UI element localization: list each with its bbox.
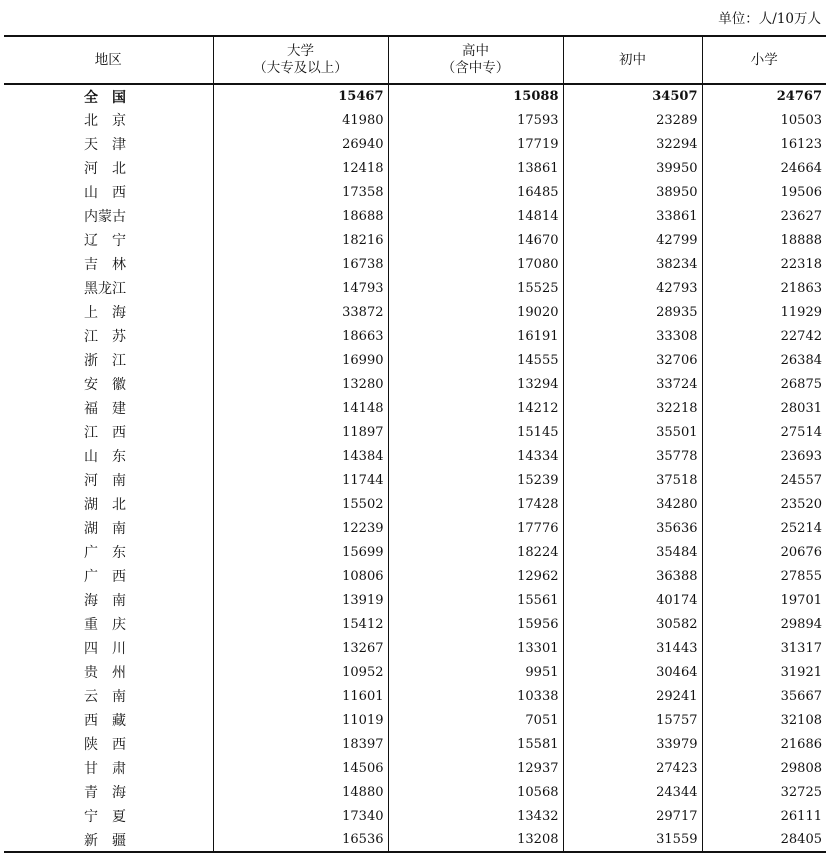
primary-cell: 22318 — [702, 252, 826, 276]
header-row — [4, 36, 826, 84]
junior-cell: 33724 — [563, 372, 702, 396]
college-cell: 11897 — [213, 420, 388, 444]
junior-cell: 33979 — [563, 732, 702, 756]
header-college-line2: （大专及以上） — [253, 60, 348, 76]
unit-label: 单位：人/10万人 — [718, 11, 821, 27]
table-row — [4, 756, 826, 780]
header-junior: 初中 — [563, 36, 702, 84]
table-row — [4, 804, 826, 828]
region-cell: 广 西 — [84, 569, 126, 585]
junior-cell: 37518 — [563, 468, 702, 492]
primary-cell: 29808 — [702, 756, 826, 780]
college-cell: 14506 — [213, 756, 388, 780]
region-cell: 陕 西 — [84, 737, 126, 753]
primary-cell: 19506 — [702, 180, 826, 204]
junior-cell: 42793 — [563, 276, 702, 300]
highschool-cell: 16485 — [388, 180, 563, 204]
table-row — [4, 372, 826, 396]
primary-cell: 26875 — [702, 372, 826, 396]
junior-cell: 35778 — [563, 444, 702, 468]
table-body — [4, 84, 826, 852]
region-cell: 内蒙古 — [84, 209, 126, 225]
college-cell: 33872 — [213, 300, 388, 324]
primary-cell: 26384 — [702, 348, 826, 372]
table-row — [4, 492, 826, 516]
primary-cell: 11929 — [702, 300, 826, 324]
junior-cell: 30582 — [563, 612, 702, 636]
college-cell: 26940 — [213, 132, 388, 156]
table-row — [4, 252, 826, 276]
primary-cell: 24557 — [702, 468, 826, 492]
primary-cell: 25214 — [702, 516, 826, 540]
header-highschool-line1: 高中 — [462, 43, 489, 59]
highschool-cell: 17776 — [388, 516, 563, 540]
region-cell: 甘 肃 — [84, 761, 126, 777]
junior-cell: 32294 — [563, 132, 702, 156]
highschool-cell: 13301 — [388, 636, 563, 660]
primary-cell: 20676 — [702, 540, 826, 564]
header-college-line1: 大学 — [287, 43, 314, 59]
primary-cell: 18888 — [702, 228, 826, 252]
highschool-cell: 13208 — [388, 828, 563, 852]
highschool-cell: 15145 — [388, 420, 563, 444]
highschool-cell: 10568 — [388, 780, 563, 804]
junior-cell: 33308 — [563, 324, 702, 348]
junior-cell: 38234 — [563, 252, 702, 276]
table-row — [4, 420, 826, 444]
junior-cell: 15757 — [563, 708, 702, 732]
college-cell: 11744 — [213, 468, 388, 492]
table-row — [4, 636, 826, 660]
region-cell: 江 苏 — [84, 329, 126, 345]
table-row — [4, 444, 826, 468]
junior-cell: 34280 — [563, 492, 702, 516]
highschool-cell: 15239 — [388, 468, 563, 492]
table-row — [4, 612, 826, 636]
primary-cell: 21863 — [702, 276, 826, 300]
region-cell: 浙 江 — [84, 353, 126, 369]
primary-cell: 21686 — [702, 732, 826, 756]
region-cell: 湖 北 — [84, 497, 126, 513]
college-cell: 16536 — [213, 828, 388, 852]
region-cell: 青 海 — [84, 785, 126, 801]
college-cell: 15699 — [213, 540, 388, 564]
region-cell: 福 建 — [84, 401, 126, 417]
region-cell: 安 徽 — [84, 377, 126, 393]
highschool-cell: 15088 — [388, 84, 563, 108]
table-row — [4, 204, 826, 228]
college-cell: 15412 — [213, 612, 388, 636]
junior-cell: 23289 — [563, 108, 702, 132]
primary-cell: 23693 — [702, 444, 826, 468]
primary-cell: 23520 — [702, 492, 826, 516]
college-cell: 18663 — [213, 324, 388, 348]
junior-cell: 32706 — [563, 348, 702, 372]
region-cell: 辽 宁 — [84, 233, 126, 249]
highschool-cell: 15561 — [388, 588, 563, 612]
table-row — [4, 564, 826, 588]
college-cell: 14148 — [213, 396, 388, 420]
highschool-cell: 17080 — [388, 252, 563, 276]
highschool-cell: 17428 — [388, 492, 563, 516]
region-cell: 四 川 — [84, 641, 126, 657]
junior-cell: 28935 — [563, 300, 702, 324]
college-cell: 14793 — [213, 276, 388, 300]
junior-cell: 40174 — [563, 588, 702, 612]
highschool-cell: 17719 — [388, 132, 563, 156]
highschool-cell: 14814 — [388, 204, 563, 228]
highschool-cell: 13294 — [388, 372, 563, 396]
highschool-cell: 19020 — [388, 300, 563, 324]
region-cell: 云 南 — [84, 689, 126, 705]
table-row — [4, 828, 826, 852]
highschool-cell: 13432 — [388, 804, 563, 828]
junior-cell: 34507 — [563, 84, 702, 108]
highschool-cell: 9951 — [388, 660, 563, 684]
table-row — [4, 108, 826, 132]
education-table — [4, 35, 826, 853]
table-row — [4, 684, 826, 708]
table-row — [4, 540, 826, 564]
college-cell: 11019 — [213, 708, 388, 732]
junior-cell: 31559 — [563, 828, 702, 852]
primary-cell: 22742 — [702, 324, 826, 348]
junior-cell: 35636 — [563, 516, 702, 540]
college-cell: 17340 — [213, 804, 388, 828]
table-row — [4, 300, 826, 324]
header-highschool — [388, 36, 563, 84]
table-row — [4, 516, 826, 540]
highschool-cell: 7051 — [388, 708, 563, 732]
region-cell: 西 藏 — [84, 713, 126, 729]
table-row — [4, 228, 826, 252]
college-cell: 41980 — [213, 108, 388, 132]
college-cell: 14880 — [213, 780, 388, 804]
junior-cell: 35484 — [563, 540, 702, 564]
primary-cell: 32725 — [702, 780, 826, 804]
table-row — [4, 84, 826, 108]
primary-cell: 24767 — [702, 84, 826, 108]
region-cell: 天 津 — [84, 137, 126, 153]
college-cell: 16738 — [213, 252, 388, 276]
junior-cell: 35501 — [563, 420, 702, 444]
primary-cell: 28405 — [702, 828, 826, 852]
primary-cell: 24664 — [702, 156, 826, 180]
highschool-cell: 15525 — [388, 276, 563, 300]
junior-cell: 38950 — [563, 180, 702, 204]
junior-cell: 30464 — [563, 660, 702, 684]
college-cell: 15467 — [213, 84, 388, 108]
primary-cell: 23627 — [702, 204, 826, 228]
college-cell: 18688 — [213, 204, 388, 228]
highschool-cell: 15581 — [388, 732, 563, 756]
highschool-cell: 14212 — [388, 396, 563, 420]
college-cell: 18397 — [213, 732, 388, 756]
college-cell: 16990 — [213, 348, 388, 372]
table-row — [4, 780, 826, 804]
region-cell: 山 西 — [84, 185, 126, 201]
region-cell: 全 国 — [84, 89, 126, 106]
highschool-cell: 16191 — [388, 324, 563, 348]
region-cell: 新 疆 — [4, 828, 213, 852]
junior-cell: 36388 — [563, 564, 702, 588]
region-cell: 贵 州 — [84, 665, 126, 681]
highschool-cell: 12962 — [388, 564, 563, 588]
primary-cell: 32108 — [702, 708, 826, 732]
primary-cell: 29894 — [702, 612, 826, 636]
primary-cell: 35667 — [702, 684, 826, 708]
college-cell: 13919 — [213, 588, 388, 612]
table-row — [4, 132, 826, 156]
junior-cell: 31443 — [563, 636, 702, 660]
highschool-cell: 18224 — [388, 540, 563, 564]
primary-cell: 26111 — [702, 804, 826, 828]
college-cell: 18216 — [213, 228, 388, 252]
table-row — [4, 396, 826, 420]
primary-cell: 27855 — [702, 564, 826, 588]
table-row — [4, 732, 826, 756]
college-cell: 11601 — [213, 684, 388, 708]
region-cell: 山 东 — [84, 449, 126, 465]
primary-cell: 16123 — [702, 132, 826, 156]
table-row — [4, 468, 826, 492]
primary-cell: 31317 — [702, 636, 826, 660]
junior-cell: 42799 — [563, 228, 702, 252]
highschool-cell: 15956 — [388, 612, 563, 636]
primary-cell: 28031 — [702, 396, 826, 420]
college-cell: 12239 — [213, 516, 388, 540]
region-cell: 吉 林 — [84, 257, 126, 273]
header-highschool-line2: （含中专） — [441, 60, 510, 76]
region-cell: 宁 夏 — [84, 809, 126, 825]
region-cell: 江 西 — [84, 425, 126, 441]
table-row — [4, 588, 826, 612]
region-cell: 上 海 — [84, 305, 126, 321]
header-region: 地区 — [4, 36, 213, 84]
region-cell: 河 南 — [84, 473, 126, 489]
college-cell: 12418 — [213, 156, 388, 180]
region-cell: 湖 南 — [84, 521, 126, 537]
table-row — [4, 708, 826, 732]
junior-cell: 29717 — [563, 804, 702, 828]
college-cell: 10806 — [213, 564, 388, 588]
highschool-cell: 12937 — [388, 756, 563, 780]
region-cell: 河 北 — [84, 161, 126, 177]
region-cell: 广 东 — [84, 545, 126, 561]
junior-cell: 39950 — [563, 156, 702, 180]
table-row — [4, 156, 826, 180]
header-primary: 小学 — [702, 36, 826, 84]
primary-cell: 31921 — [702, 660, 826, 684]
primary-cell: 10503 — [702, 108, 826, 132]
highschool-cell: 14670 — [388, 228, 563, 252]
region-cell: 海 南 — [84, 593, 126, 609]
junior-cell: 24344 — [563, 780, 702, 804]
table-row — [4, 324, 826, 348]
junior-cell: 29241 — [563, 684, 702, 708]
highschool-cell: 13861 — [388, 156, 563, 180]
header-college — [213, 36, 388, 84]
highschool-cell: 17593 — [388, 108, 563, 132]
table-row — [4, 348, 826, 372]
table-row — [4, 660, 826, 684]
junior-cell: 32218 — [563, 396, 702, 420]
region-cell: 重 庆 — [84, 617, 126, 633]
college-cell: 15502 — [213, 492, 388, 516]
table-row — [4, 276, 826, 300]
highschool-cell: 10338 — [388, 684, 563, 708]
junior-cell: 33861 — [563, 204, 702, 228]
college-cell: 10952 — [213, 660, 388, 684]
college-cell: 13267 — [213, 636, 388, 660]
region-cell: 黑龙江 — [84, 281, 126, 297]
primary-cell: 27514 — [702, 420, 826, 444]
college-cell: 14384 — [213, 444, 388, 468]
primary-cell: 19701 — [702, 588, 826, 612]
junior-cell: 27423 — [563, 756, 702, 780]
college-cell: 17358 — [213, 180, 388, 204]
region-cell: 北 京 — [84, 113, 126, 129]
table-row — [4, 180, 826, 204]
highschool-cell: 14334 — [388, 444, 563, 468]
college-cell: 13280 — [213, 372, 388, 396]
highschool-cell: 14555 — [388, 348, 563, 372]
